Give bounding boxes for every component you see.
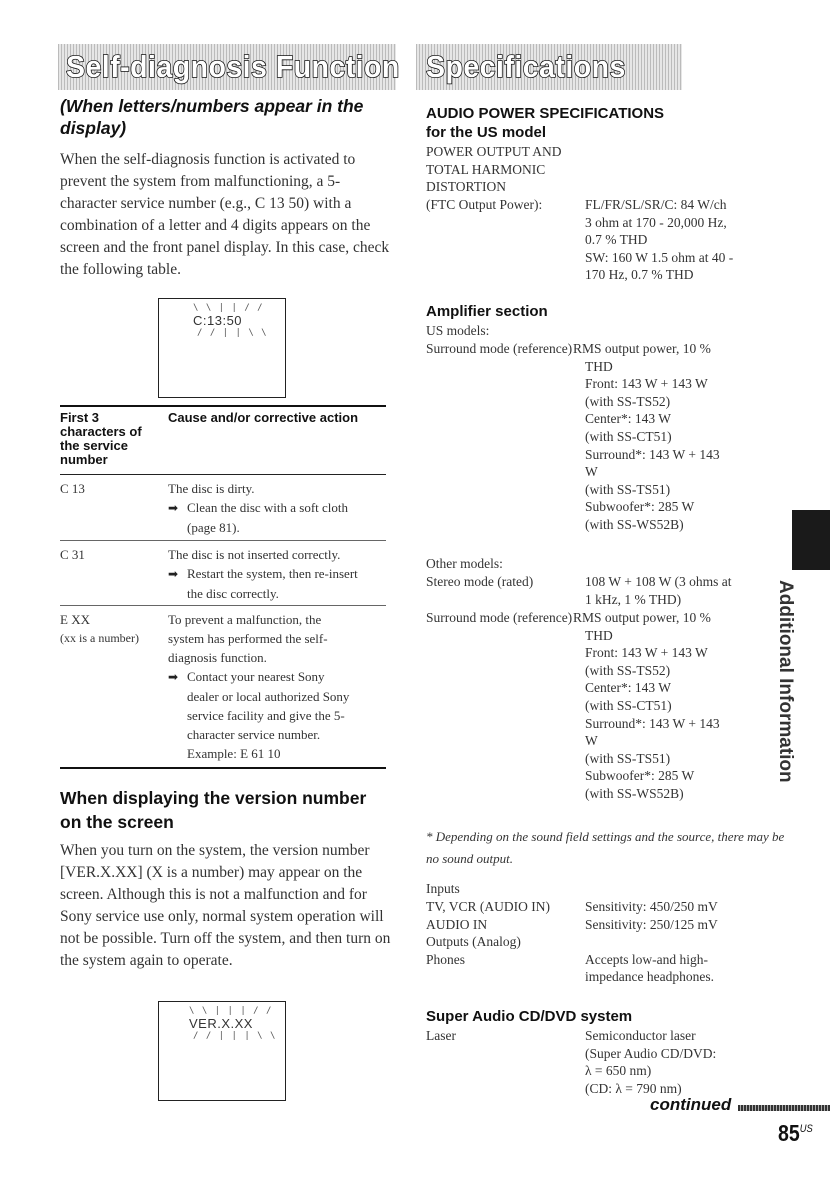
- table-row-action: To prevent a malfunction, the system has performed the self- diagnosis function. ➡ Contact your nearest Sony dealer or local authorized Sony service facility and give the 5- character service number. Example: E 61 10: [168, 612, 350, 761]
- table-row-code: C 31: [60, 547, 85, 562]
- version-heading: When displaying the version number on the screen: [60, 788, 367, 832]
- continued-bar: [738, 1105, 830, 1111]
- io-labels: TV, VCR (AUDIO IN) AUDIO IN Outputs (Analog) Phones: [426, 899, 550, 967]
- arrow-icon: ➡: [168, 670, 179, 684]
- stereo-values: 108 W + 108 W (3 ohms at 1 kHz, 1 % THD): [585, 574, 732, 607]
- audio-power-heading: AUDIO POWER SPECIFICATIONS: [426, 105, 665, 122]
- display-rays-top: \ \ | | | / /: [189, 1006, 273, 1016]
- table-row-code: C 13: [60, 481, 85, 496]
- continued-label: continued: [650, 1095, 732, 1114]
- table-row-rule: [60, 540, 386, 541]
- us-model-heading: for the US model: [426, 124, 547, 141]
- display-rays-bottom: / / | | \ \: [197, 328, 268, 338]
- table-header-rule: [60, 474, 386, 475]
- section-banner-title: Specifications: [426, 49, 626, 84]
- table-row-rule: [60, 605, 386, 606]
- arrow-icon: ➡: [168, 501, 179, 515]
- section-banner-title: Self-diagnosis Function: [66, 49, 400, 84]
- table-row-action: The disc is not inserted correctly. ➡ Restart the system, then re-insert the disc correctly.: [168, 547, 358, 601]
- io-values: Sensitivity: 450/250 mV Sensitivity: 250/125 mV Accepts low-and high- impedance headphones.: [585, 899, 718, 985]
- table-bottom-rule: [60, 767, 386, 769]
- section-banner-specifications: [416, 44, 682, 90]
- surround-values: RMS output power, 10 % THD Front: 143 W + 143 W (with SS-TS52) Center*: 143 W (with SS-CT51) Surround*: 143 W + 143 W (with SS-TS51) Subwoofer*: 285 W (with SS-WS52B): [573, 341, 720, 532]
- version-paragraph: When you turn on the system, the version number [VER.X.XX] (X is a number) may appear on the screen. Although this is not a malfunction and for Sony service use only, normal system operation will not be possible. Turn off the system, and then turn on the system again to operate.: [60, 842, 391, 969]
- table-header-code: First 3 characters of the service number: [60, 410, 142, 467]
- power-output-label: POWER OUTPUT AND TOTAL HARMONIC DISTORTION (FTC Output Power):: [426, 144, 562, 212]
- surround2-label: Surround mode (reference): [426, 610, 573, 625]
- us-models-label: US models:: [426, 323, 490, 338]
- display-screen-service-code: [158, 298, 286, 398]
- surround-label: Surround mode (reference): [426, 341, 573, 356]
- subtitle: (When letters/numbers appear in the display): [60, 96, 364, 138]
- ftc-values: FL/FR/SL/SR/C: 84 W/ch 3 ohm at 170 - 20,000 Hz, 0.7 % THD SW: 160 W 1.5 ohm at 40 - 170 Hz, 0.7 % THD: [585, 197, 734, 283]
- intro-paragraph: When the self-diagnosis function is activated to prevent the system from malfunctioning, a 5-character service number (e.g., C 13 50) with a combination of a letter and 4 digits appears on the screen and the front panel display. In this case, check the following table.: [60, 151, 390, 278]
- section-side-tab: [792, 510, 830, 570]
- other-models-label: Other models:: [426, 556, 503, 571]
- stereo-label: Stereo mode (rated): [426, 574, 534, 589]
- laser-label: Laser: [426, 1028, 456, 1043]
- sacd-heading: Super Audio CD/DVD system: [426, 1008, 633, 1025]
- amplifier-heading: Amplifier section: [426, 303, 548, 320]
- display-rays-top: \ \ | | / /: [193, 303, 264, 313]
- surround2-values: RMS output power, 10 % THD Front: 143 W + 143 W (with SS-TS52) Center*: 143 W (with SS-CT51) Surround*: 143 W + 143 W (with SS-TS51) Subwoofer*: 285 W (with SS-WS52B): [573, 610, 720, 801]
- display-version: VER.X.XX: [189, 1016, 253, 1031]
- inputs-label: Inputs: [426, 881, 460, 896]
- page-number: $85^{US}$: [778, 1120, 813, 1146]
- table-row-action: The disc is dirty. ➡ Clean the disc with a soft cloth (page 81).: [168, 481, 349, 535]
- footnote: * Depending on the sound field settings and the source, there may be no sound output.: [426, 829, 785, 866]
- table-header-action: Cause and/or corrective action: [168, 410, 359, 425]
- display-rays-bottom: / / | | | \ \: [193, 1031, 277, 1041]
- arrow-icon: ➡: [168, 567, 179, 581]
- display-screen-version: [158, 1001, 286, 1101]
- table-top-rule: [60, 405, 386, 407]
- display-service-code: C:13:50: [193, 313, 243, 328]
- section-banner-self-diagnosis: [58, 44, 400, 90]
- table-row-code: E XX (xx is a number): [60, 612, 139, 645]
- laser-values: Semiconductor laser (Super Audio CD/DVD: λ = 650 nm) (CD: λ = 790 nm): [585, 1028, 717, 1096]
- side-section-label: Additional Information: [775, 580, 796, 783]
